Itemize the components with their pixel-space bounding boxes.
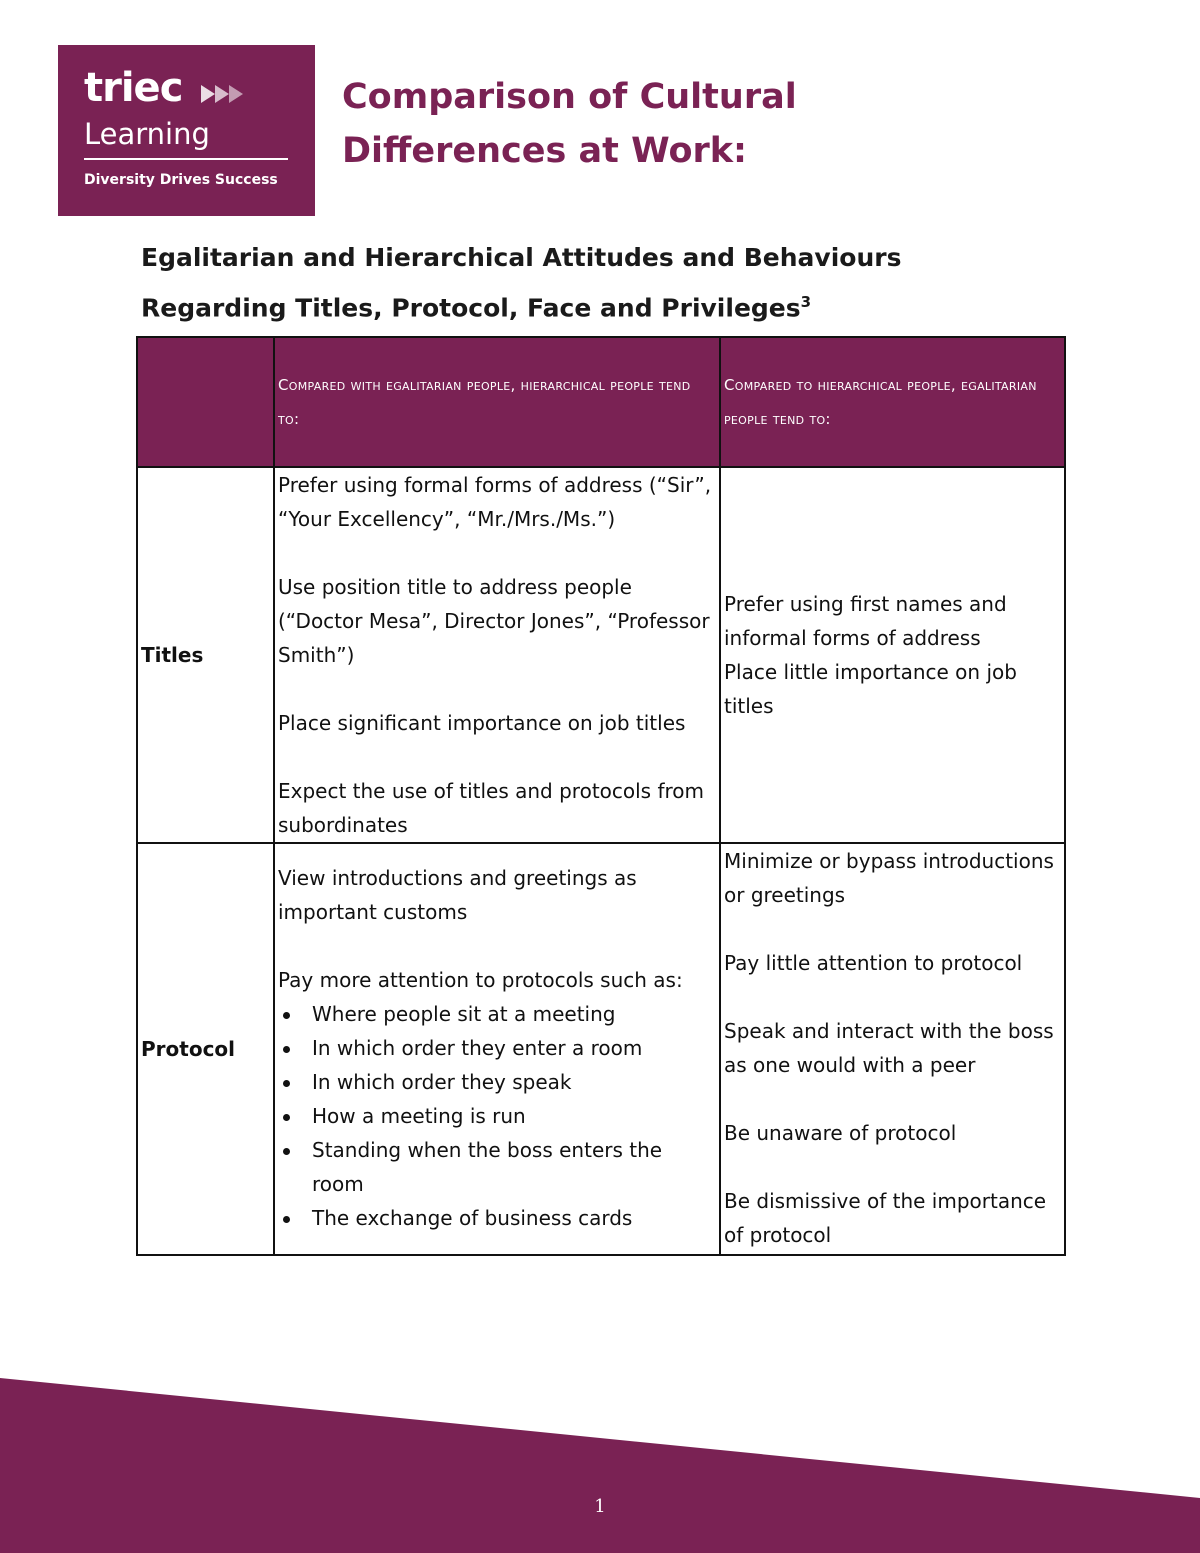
triec-learning-logo [58, 45, 315, 216]
section-heading-line-2 [141, 280, 1081, 330]
titles-hierarchical-item: Use position title to address people (“Doctor Mesa”, Director Jones”, “Professor Smith”) [278, 575, 710, 667]
list-item: The exchange of business cards [312, 1201, 716, 1235]
titles-egalitarian-item: Prefer using first names and informal forms of address [724, 592, 1007, 650]
table-row-titles [137, 467, 1065, 843]
header-hierarchical-text: Compared with egalitarian people, hierarchical people tend to: [278, 376, 691, 428]
protocol-hierarchical-intro: View introductions and greetings as important customs [278, 866, 637, 924]
section-heading-line-1: Egalitarian and Hierarchical Attitudes and Behaviours [141, 243, 902, 272]
titles-egalitarian-item: Place little importance on job titles [724, 660, 1017, 718]
list-item: In which order they speak [312, 1065, 716, 1099]
chevron-arrows-icon [201, 83, 257, 105]
footer-band [0, 1378, 1200, 1553]
header-cell-egalitarian [720, 337, 1065, 467]
header-cell-hierarchical [274, 337, 720, 467]
row-label-titles: Titles [137, 467, 274, 843]
logo-tagline: Diversity Drives Success [84, 172, 278, 188]
page-title-line-1: Comparison of Cultural [342, 77, 797, 117]
protocol-egalitarian-item: Pay little attention to protocol [724, 951, 1023, 975]
page-number: 1 [594, 1496, 606, 1517]
titles-hierarchical-item: Place significant importance on job titles [278, 711, 686, 735]
protocol-egalitarian-cell [720, 843, 1065, 1255]
protocol-egalitarian-item: Minimize or bypass introductions or greetings [724, 849, 1054, 907]
list-item: Where people sit at a meeting [312, 997, 716, 1031]
row-label-protocol: Protocol [137, 843, 274, 1255]
protocol-list-lead: Pay more attention to protocols such as: [278, 968, 683, 992]
section-heading-line-2-text: Regarding Titles, Protocol, Face and Privileges [141, 293, 801, 323]
protocol-egalitarian-item: Speak and interact with the boss as one would with a peer [724, 1019, 1054, 1077]
list-item: In which order they enter a room [312, 1031, 716, 1065]
logo-learning-text: Learning [84, 117, 210, 151]
protocol-egalitarian-item: Be dismissive of the importance of protocol [724, 1189, 1047, 1247]
footnote-marker: 3 [800, 293, 812, 311]
header-egalitarian-text: Compared to hierarchical people, egalitarian people tend to: [724, 376, 1037, 428]
logo-wordmark: triec [84, 65, 183, 111]
section-heading [141, 236, 1081, 330]
protocol-egalitarian-item: Be unaware of protocol [724, 1121, 957, 1145]
protocol-hierarchical-cell [274, 843, 720, 1255]
logo-divider [84, 158, 288, 160]
titles-hierarchical-item: Expect the use of titles and protocols from subordinates [278, 779, 705, 837]
titles-egalitarian-cell [720, 467, 1065, 843]
table-header-row [137, 337, 1065, 467]
list-item: Standing when the boss enters the room [312, 1133, 716, 1201]
header-cell-empty [137, 337, 274, 467]
comparison-table [136, 336, 1066, 1256]
list-item: How a meeting is run [312, 1099, 716, 1133]
table-row-protocol [137, 843, 1065, 1255]
page-title [342, 70, 862, 178]
titles-hierarchical-item: Prefer using formal forms of address (“Sir”, “Your Excellency”, “Mr./Mrs./Ms.”) [278, 473, 712, 531]
page-title-line-2: Differences at Work: [342, 131, 748, 171]
protocol-bullet-list [278, 997, 716, 1235]
titles-hierarchical-cell [274, 467, 720, 843]
